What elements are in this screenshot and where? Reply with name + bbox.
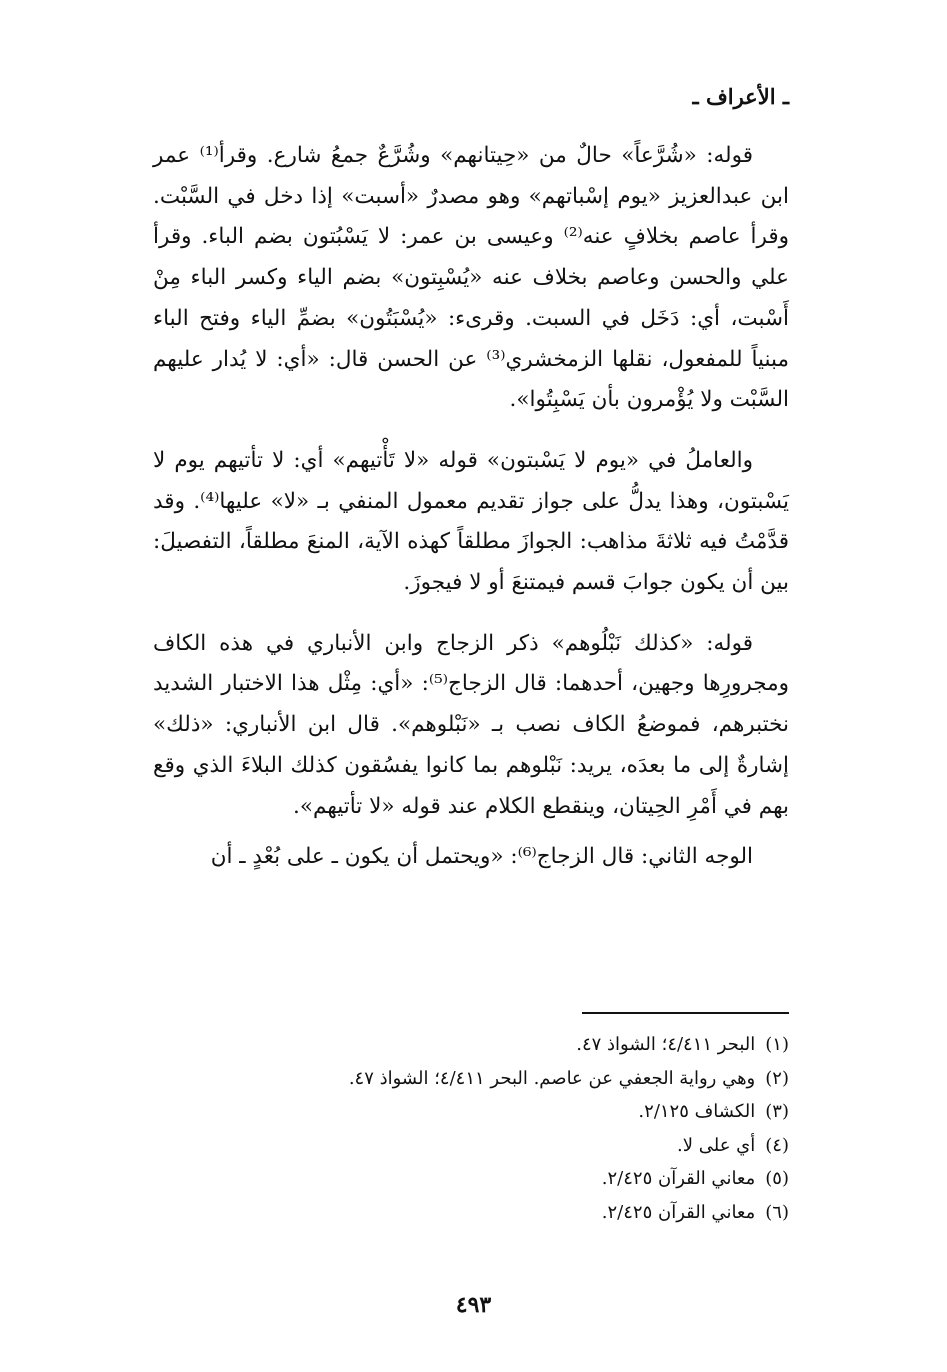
paragraph-1: قوله: «شُرَّعاً» حالٌ من «حِيتانهم» وشُرَّعٌ جمعُ شارع. وقرأ⁽¹⁾ عمر ابن عبدالعزيز «يوم إسْباتهم» وهو مصدرٌ «أسبت» إذا دخل في السَّبْت. وقرأ عاصم بخلافٍ عنه⁽²⁾ وعيسى بن عمر: لا يَسْبُتون بضم الباء. وقرأ علي والحسن وعاصم بخلاف عنه «يُسْبِتون» بضم الياء وكسر الباء مِنْ أَسْبت، أي: دَخَل في السبت. وقرىء: «يُسْبَتُون» بضمِّ الياء وفتح الباء مبنياً للمفعول، نقلها الزمخشري⁽³⁾ عن الحسن قال: «أي: لا يُدار عليهم السَّبْت ولا يُؤْمرون بأن يَسْبِتُوا».	[153, 143, 789, 413]
footnote-number: (٥)	[765, 1168, 789, 1189]
footnote-number: (٢)	[765, 1067, 789, 1089]
footnote-item	[149, 1162, 789, 1196]
footnotes-list	[149, 1028, 789, 1229]
page-number: ٤٩٣	[455, 1292, 492, 1318]
footnote-number: (١)	[765, 1034, 789, 1055]
footnote-text: معاني القرآن ٢/٤٢٥.	[601, 1168, 756, 1189]
footnote-item	[149, 1095, 789, 1129]
footnote-text: معاني القرآن ٢/٤٢٥.	[601, 1201, 756, 1223]
footnote-text: وهي رواية الجعفي عن عاصم. البحر ٤/٤١١؛ الشواذ ٤٧.	[348, 1067, 756, 1089]
paragraph-4: الوجه الثاني: قال الزجاج⁽⁶⁾: «ويحتمل أن يكون ـ على بُعْدٍ ـ أن	[210, 844, 753, 870]
footnote-text: الكشاف ٢/١٢٥.	[638, 1101, 756, 1122]
footnote-item	[149, 1129, 789, 1163]
paragraph-3: قوله: «كذلك نَبْلُوهم» ذكر الزجاج وابن الأنباري في هذه الكاف ومجرورِها وجهين، أحدهما: قال الزجاج⁽⁵⁾: «أي: مِثْل هذا الاختبار الشديد نختبرهم، فموضعُ الكاف نصب بـ «نَبْلوهم». قال ابن الأنباري: «ذلك» إشارةٌ إلى ما بعدَه، يريد: نَبْلوهم بما كانوا يفسُقون كذلك البلاءَ الذي وقع بهم في أَمْرِ الحِيتان، وينقطع الكلام عند قوله «لا تأتيهم».	[153, 630, 789, 819]
footnote-text: أي على لا.	[677, 1134, 756, 1156]
footnote-item	[149, 1196, 789, 1230]
running-header: ـ الأعراف ـ	[692, 84, 789, 109]
footnote-item	[149, 1028, 789, 1062]
footnote-item	[149, 1062, 789, 1096]
footnote-number: (٤)	[765, 1134, 789, 1156]
footnote-number: (٣)	[765, 1101, 789, 1122]
footnote-divider	[582, 1012, 789, 1014]
main-text	[153, 136, 789, 878]
paragraph-2: والعاملُ في «يوم لا يَسْبتون» قوله «لا تَأْتيهم» أي: لا تأتيهم يوم لا يَسْبتون، وهذا يدلُّ على جواز تقديم معمول المنفي بـ «لا» عليها⁽⁴⁾. وقد قدَّمْتُ فيه ثلاثةَ مذاهب: الجوازَ مطلقاً كهذه الآية، المنعَ مطلقاً، التفصيلَ: بين أن يكون جوابَ قسم فيمتنعَ أو لا فيجوزَ.	[153, 447, 789, 596]
footnote-number: (٦)	[765, 1201, 789, 1223]
footnote-text: البحر ٤/٤١١؛ الشواذ ٤٧.	[576, 1034, 756, 1055]
